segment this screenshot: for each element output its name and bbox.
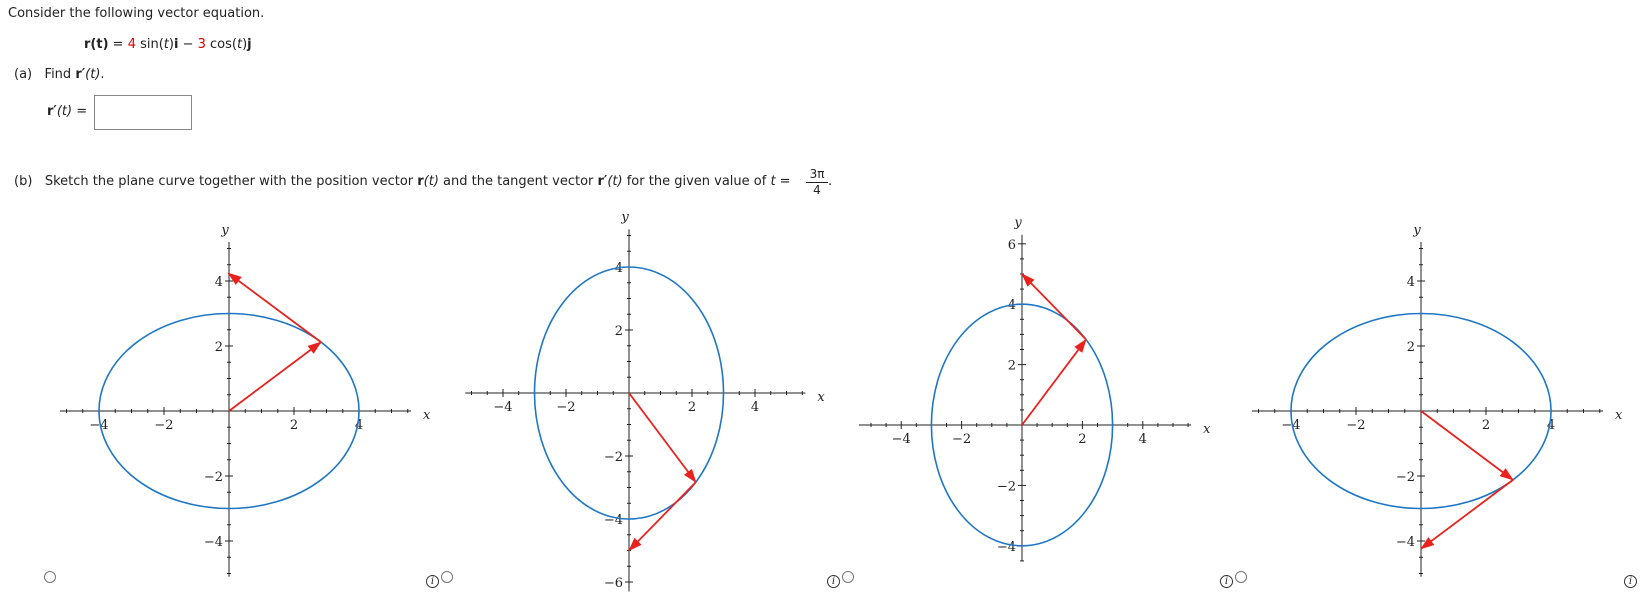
- part-b-text-1: Sketch the plane curve together with the position vector: [44, 174, 418, 189]
- x-tick-label: 4: [1138, 432, 1147, 447]
- part-a-prompt-pre: Find: [44, 67, 76, 82]
- y-tick-label: 2: [1406, 340, 1415, 355]
- x-axis-label: x: [423, 408, 431, 423]
- part-a-prompt-bold: r′: [75, 67, 86, 82]
- part-b-bold-1: r: [417, 174, 424, 189]
- tangent-vector: [1022, 274, 1086, 340]
- answer-label-var: (t): [56, 104, 73, 119]
- plots-layer: [60, 210, 1623, 591]
- part-b-text-2: and the tangent vector: [438, 174, 598, 189]
- equation-eq: =: [108, 37, 128, 52]
- y-tick-label: 4: [214, 275, 223, 290]
- info-icon[interactable]: i: [1220, 575, 1233, 588]
- x-tick-label: −4: [1281, 418, 1301, 433]
- answer-label-eq: =: [72, 104, 88, 119]
- part-b-var-2: (t): [607, 174, 623, 189]
- part-a-prompt-post: .: [100, 67, 105, 82]
- y-axis-label: y: [1014, 215, 1022, 231]
- y-tick-label: 2: [1007, 358, 1016, 374]
- equation-coef-1: 4: [127, 37, 136, 52]
- x-tick-label: 2: [1481, 418, 1491, 433]
- graph-option-1-radio[interactable]: [44, 571, 56, 583]
- x-tick-label: −4: [493, 400, 513, 415]
- y-axis-label: y: [221, 223, 229, 238]
- x-tick-label: 4: [354, 418, 364, 433]
- x-tick-label: 4: [1546, 418, 1556, 433]
- y-tick-label: 2: [614, 324, 623, 339]
- equation-unit-j: j: [247, 37, 252, 52]
- x-tick-label: −2: [952, 432, 972, 447]
- equation-unit-i: i: [173, 37, 179, 52]
- equation-term-2: cos(: [205, 37, 237, 52]
- graph-option-4-radio[interactable]: [1235, 571, 1247, 583]
- part-a-prompt-var: (t): [85, 67, 101, 82]
- info-icon[interactable]: i: [827, 575, 840, 588]
- intro-text: Consider the following vector equation.: [8, 6, 265, 21]
- part-b-bold-2: r′: [597, 174, 608, 189]
- x-tick-label: −2: [1346, 418, 1366, 433]
- x-tick-label: −2: [556, 400, 576, 415]
- answer-label-bold: r′: [47, 104, 57, 119]
- part-b-text-4: =: [775, 174, 791, 189]
- equation-term-2b: ): [242, 37, 248, 52]
- part-b-var-1: (t): [423, 174, 439, 189]
- x-tick-label: 2: [1078, 432, 1087, 447]
- equation-operator: −: [178, 37, 198, 52]
- x-axis-label: x: [1203, 422, 1211, 437]
- y-tick-label: −4: [603, 513, 623, 528]
- position-vector: [229, 342, 321, 411]
- part-b-label: (b): [14, 174, 33, 189]
- tangent-vector: [629, 482, 696, 550]
- y-tick-label: 4: [1406, 275, 1415, 290]
- y-tick-label: 2: [214, 340, 223, 355]
- y-tick-label: −2: [603, 450, 623, 465]
- part-b-period: .: [828, 174, 833, 189]
- info-icon[interactable]: i: [426, 575, 439, 588]
- y-tick-label: −2: [203, 470, 223, 485]
- fraction-numerator: 3π: [806, 167, 828, 183]
- position-vector: [1421, 411, 1513, 480]
- tangent-vector: [228, 273, 321, 342]
- part-b-text-3: for the given value of: [622, 174, 771, 189]
- y-tick-label: 4: [1007, 298, 1016, 314]
- y-tick-label: −2: [996, 479, 1016, 495]
- equation-term-1b: ): [168, 37, 174, 52]
- y-tick-label: −2: [1395, 470, 1415, 485]
- graph-option-3-radio[interactable]: [842, 571, 854, 583]
- position-vector: [1022, 340, 1086, 425]
- info-icon[interactable]: i: [1624, 575, 1637, 588]
- x-tick-label: 2: [289, 418, 299, 433]
- x-axis-label: x: [817, 390, 825, 405]
- y-tick-label: 4: [614, 261, 623, 276]
- graph-option-2-radio[interactable]: [441, 571, 453, 583]
- tangent-vector: [1421, 480, 1513, 549]
- equation-coef-2: 3: [197, 37, 206, 52]
- fraction-denominator: 4: [813, 183, 821, 197]
- y-axis-label: y: [1413, 223, 1421, 238]
- equation-var-1: t: [163, 37, 169, 52]
- y-tick-label: 6: [1007, 237, 1016, 253]
- x-axis-label: x: [1615, 408, 1623, 423]
- part-b-var-3: t: [770, 174, 776, 189]
- equation-term-1: sin(: [135, 37, 164, 52]
- y-tick-label: −4: [203, 535, 223, 550]
- equation-var-2: t: [236, 37, 243, 52]
- x-tick-label: 4: [750, 400, 760, 415]
- x-tick-label: 2: [687, 400, 697, 415]
- x-tick-label: −2: [154, 418, 174, 433]
- x-tick-label: −4: [891, 432, 911, 447]
- y-axis-label: y: [621, 210, 629, 226]
- position-vector: [629, 393, 696, 482]
- equation-lhs: r(t): [84, 37, 109, 52]
- x-tick-label: −4: [89, 418, 109, 433]
- y-tick-label: −4: [996, 539, 1016, 555]
- y-tick-label: −6: [603, 576, 623, 591]
- part-a-label: (a): [14, 67, 33, 82]
- y-tick-label: −4: [1395, 535, 1415, 550]
